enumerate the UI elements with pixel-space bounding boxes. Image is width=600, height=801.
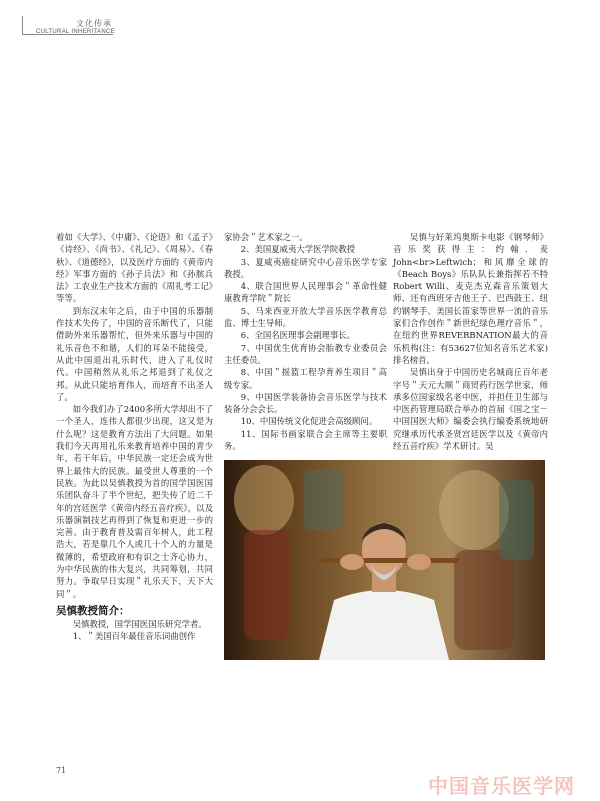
- profile-item: 8、中国＂摇篮工程孕育养生项目＂高级专家。: [224, 367, 387, 390]
- white-shirt: [319, 590, 449, 660]
- bamboo-flute: [319, 558, 459, 563]
- profile-item: 9、中国医学装备协会音乐医学与技术装备分会会长。: [224, 391, 387, 415]
- page-number: 71: [56, 766, 67, 775]
- profile-item: 10、中国传统文化促进会高级顾问。: [240, 416, 378, 427]
- profile-heading: 吴慎教授简介：: [56, 604, 130, 617]
- paragraph: 如今我们办了2400多所大学却出不了一个圣人，连伟人都很少出现，这又是为什么呢？这是教育方法出了大问题。如果我们今天再用礼乐来教育培养中国的青少年，若干年后，中华民族一定还会成为世界上最伟大的民族。最受世人尊重的一个民族。为此以吴慎教授为首的国学国医国乐团队奋斗了半个世纪，把失传了近二千年的宫廷医学《黄帝内经五音疗疾》，以及乐器演制技艺再得到了恢复和更进一步的完善。由于教育普及需百年树人，此工程浩大，若是靠几个人或几十个人的力量是微薄的，希望政府和有识之士齐心协力，为中华民族的伟大复兴，共同筹划，共同努力。争取早日实现＂礼乐天下，天下大同＂。: [56, 404, 213, 599]
- left-column: [56, 231, 213, 643]
- mural-halo: [439, 470, 509, 550]
- paragraph: 吴慎与好莱坞奥斯卡电影《钢琴师》音乐奖获得主：约翰．麦John<br>Leftwich；和风靡全球的《Beach Boys》乐队队长兼指挥若不特Robert Willi、麦克杰克森音乐策划大师、还有西班牙吉他王子、巴西鼓王、纽约钢琴手、美国长笛家等世界一流的音乐家们合作创作＂新世纪绿色理疗音乐＂，在纽约世界REVERBNATION最大的音乐机构(注：有53627位知名音乐艺术家)排名榜首。: [393, 232, 548, 365]
- mural-figure: [304, 470, 344, 530]
- right-hand: [407, 554, 431, 570]
- middle-column: [224, 231, 387, 452]
- mural-halo: [234, 465, 294, 535]
- mural-figure: [499, 480, 534, 560]
- profile-intro: 吴慎教授，国学国医国乐研究学者。: [72, 618, 207, 629]
- profile-item: 5、马来西亚开放大学音乐医学教育总监、博士生导师。: [224, 305, 387, 329]
- paragraph: 吴慎出身于中国历史名城商丘百年老字号＂天元大顺＂商贸药行医学世家，师承多位国家级名老中医，并担任卫生部与中医药管理局联合举办的首届《国之宝－中国国医大师》编委会执行编委系统地研究继承历代承圣贤宫廷医学以及《黄帝内经五音疗疾》学术研讨。吴: [393, 367, 548, 452]
- watermark: 中国音乐医学网: [428, 774, 575, 798]
- profile-item: 2、美国夏威夷大学医学院教授: [240, 244, 355, 255]
- profile-item: 7、中国优生优育协会胎教专业委员会主任委员。: [224, 342, 387, 365]
- profile-item: 家协会＂艺术家之一。: [224, 232, 308, 242]
- profile-item: 11、国际书画家联合会主席等主要职务。: [224, 428, 387, 452]
- photo-illustration: [224, 460, 545, 660]
- mural-figure: [244, 530, 289, 640]
- paragraph: 到东汉末年之后，由于中国的乐器制作技术失传了，中国的音乐断代了，只能借助外来乐器帮忙，但外来乐器与中国的礼乐音色不和谐，人们的耳朵不能接受，从此中国退出礼乐时代，进入了礼仪时代。中国稍然从礼乐之邦退到了礼仪之邦。从此只能培育伟人，而培育不出圣人了。: [56, 305, 213, 402]
- section-title: 文化传承: [76, 19, 112, 28]
- right-column: [393, 231, 548, 452]
- profile-item: 4、联合国世界人民理事会＂革命性健康教育学院＂院长: [224, 281, 387, 304]
- profile-item: 6、全国名医理事会副理事长。: [240, 330, 355, 341]
- paragraph: 着如《大学》、《中庸》、《论语》和《孟子》《诗经》、《尚书》、《礼记》、《周易》、《春秋》、《道德经》，以及医疗方面的《黄帝内经》军事方面的《孙子兵法》和《孙膑兵法》工农业生产技术方面的《周礼考工记》等等。: [56, 232, 213, 304]
- section-subtitle: CULTURAL INHERITANCE: [36, 29, 115, 35]
- profile-item: 3、夏威夷癌症研究中心音乐医学专家教授。: [224, 256, 387, 279]
- profile-item: 1、＂美国百年最佳音乐词曲创作: [72, 631, 196, 642]
- mural-figure: [454, 550, 514, 650]
- flute-player-photo: [224, 460, 545, 660]
- left-hand: [340, 554, 364, 570]
